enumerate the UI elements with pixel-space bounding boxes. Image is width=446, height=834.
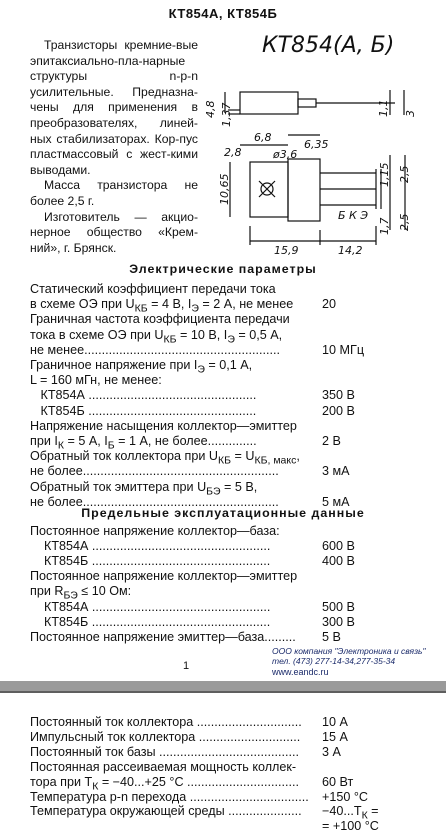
- electrical-row-10: при $I_К = 5$ А, $I_Б = 1$ А, не более..............: [30, 434, 257, 452]
- page2-row-1: Импульсный ток коллектора .............................: [30, 729, 301, 744]
- dim-1-15: 1,15: [378, 162, 391, 187]
- electrical-row-12: не более........................................................: [30, 464, 279, 479]
- limits-row-0: Постоянное напряжение коллектор—база:: [30, 524, 280, 538]
- electrical-row-0: Статический коэффициент передачи тока: [30, 282, 276, 296]
- electrical-row-1: в схеме ОЭ при $U_{КБ} = 4$ В, $I_Э = 2$ А, не менее: [30, 297, 294, 315]
- page2-value-2: 3 А: [322, 744, 341, 759]
- dim-1-1: 1,1: [377, 99, 390, 117]
- dim-14-2: 14,2: [338, 244, 363, 257]
- dim-4-8: 4,8: [204, 100, 217, 118]
- electrical-row-8: КТ854Б ................................................: [30, 403, 257, 418]
- limits-row-4: при $R_{БЭ} \le 10$ Ом:: [30, 584, 132, 602]
- page2-row-4: тора при $T_К = -40...+25$ °С ................................: [30, 774, 299, 793]
- intro-text: [30, 38, 198, 256]
- dim-2-5-bottom: 2,5: [398, 213, 411, 231]
- limits-value-6: 300 В: [322, 614, 355, 629]
- dim-diameter-3-6: ø3,6: [273, 148, 298, 161]
- limits-value-5: 500 В: [322, 599, 355, 614]
- company-name: ООО компания "Электроника и связь": [272, 646, 426, 656]
- page-divider: [0, 681, 446, 691]
- page2-row-5: Температура p-n перехода ..................................: [30, 789, 309, 804]
- page-title: КТ854А, КТ854Б: [168, 6, 278, 21]
- package-label: КТ854(А, Б): [262, 33, 395, 58]
- limits-value-7: 5 В: [322, 629, 341, 644]
- electrical-value-7: 350 В: [322, 388, 355, 403]
- limits-row-6: КТ854Б ...................................................: [30, 614, 271, 629]
- page2-row-2: Постоянный ток базы ........................................: [30, 744, 300, 759]
- dim-1-7: 1,7: [378, 217, 391, 235]
- page2-row-3: Постоянная рассеиваемая мощность коллек-: [30, 759, 297, 774]
- electrical-row-9: Напряжение насыщения коллектор—эмиттер: [30, 418, 297, 433]
- front-view-body: [288, 159, 320, 221]
- side-view-body: [240, 92, 298, 114]
- intro-paragraph-3: Изготовитель — акцио-нерное общество «Крем-ний», г. Брянск.: [30, 209, 198, 255]
- electrical-value-8: 200 В: [322, 403, 355, 418]
- electrical-row-14: не более........................................................: [30, 494, 279, 509]
- dim-2-8: 2,8: [224, 146, 242, 159]
- electrical-value-14: 5 мА: [322, 494, 350, 509]
- electrical-value-10: 2 В: [322, 434, 341, 448]
- limits-row-3: Постоянное напряжение коллектор—эмиттер: [30, 569, 298, 584]
- limits-value-1: 600 В: [322, 539, 355, 554]
- footer-website: www.eandc.ru: [272, 667, 329, 677]
- page-divider-line: [0, 691, 446, 693]
- page2-value-1: 15 А: [322, 729, 348, 744]
- page2-value-6: $-40...T_К$ =: [322, 804, 379, 822]
- intro-paragraph-1: Транзисторы кремние-вые эпитаксиально-пла-нарные структуры n-p-n усилительные. Предназна-чены для применения в преобразователях, линей-ных стабилизаторах. Кор-пус пластмассовый с жест-кими выводами.: [30, 38, 198, 177]
- dim-2-5-top: 2,5: [398, 165, 411, 183]
- electrical-row-6: L = 160 мГн, не менее:: [30, 373, 162, 388]
- electrical-heading: Электрические параметры: [129, 262, 317, 276]
- front-view-tab: [250, 162, 288, 217]
- page2-row-6: Температура окружающей среды .....................: [30, 804, 302, 819]
- limits-row-7: Постоянное напряжение эмиттер—база.........: [30, 629, 296, 644]
- dim-6-8: 6,8: [254, 131, 272, 144]
- page2-value-0: 10 А: [322, 715, 348, 729]
- electrical-row-7: КТ854А ................................................: [30, 388, 257, 403]
- dim-3: 3: [404, 110, 417, 117]
- electrical-row-3: тока в схеме ОЭ при $U_{КБ} = 10$ В, $I_Э = 0,5$ А,: [30, 327, 283, 346]
- page2-row-0: Постоянный ток коллектора ..............................: [30, 715, 302, 729]
- limits-row-2: КТ854Б ...................................................: [30, 554, 271, 569]
- limits-row-1: КТ854А ...................................................: [30, 539, 271, 554]
- dim-15-9: 15,9: [274, 244, 299, 257]
- electrical-value-4: 10 МГц: [322, 342, 365, 357]
- limits-value-2: 400 В: [322, 554, 355, 569]
- electrical-row-2: Граничная частота коэффициента передачи: [30, 312, 290, 327]
- limits-heading: Предельные эксплуатационные данные: [81, 506, 365, 520]
- package-drawing: [200, 55, 446, 260]
- electrical-value-12: 3 мА: [322, 464, 350, 479]
- electrical-row-11: Обратный ток коллектора при $U_{КБ} = U_{КБ, макс}$,: [30, 449, 300, 467]
- page2-value-5: +150 °С: [322, 789, 368, 804]
- dim-6-35: 6,35: [304, 138, 329, 151]
- electrical-value-1: 20: [322, 297, 337, 312]
- page2-value-7: = +100 °С: [322, 819, 379, 834]
- page2-value-4: 60 Вт: [322, 774, 354, 789]
- company-phone: тел. (473) 277-14-34,277-35-34: [272, 656, 396, 666]
- intro-paragraph-2: Масса транзистора не более 2,5 г.: [30, 178, 198, 208]
- electrical-row-13: Обратный ток эмиттера при $U_{БЭ} = 5$ В,: [30, 479, 258, 498]
- dim-1-37: 1,37: [220, 102, 233, 127]
- limits-row-5: КТ854А ...................................................: [30, 599, 271, 614]
- page-number: 1: [183, 660, 190, 672]
- pin-labels: Б К Э: [338, 209, 369, 222]
- footer-company: [272, 646, 426, 666]
- electrical-row-5: Граничное напряжение при $I_Э = 0,1$ А,: [30, 358, 253, 376]
- electrical-row-4: не менее........................................................: [30, 342, 281, 357]
- dim-10-65: 10,65: [218, 173, 231, 205]
